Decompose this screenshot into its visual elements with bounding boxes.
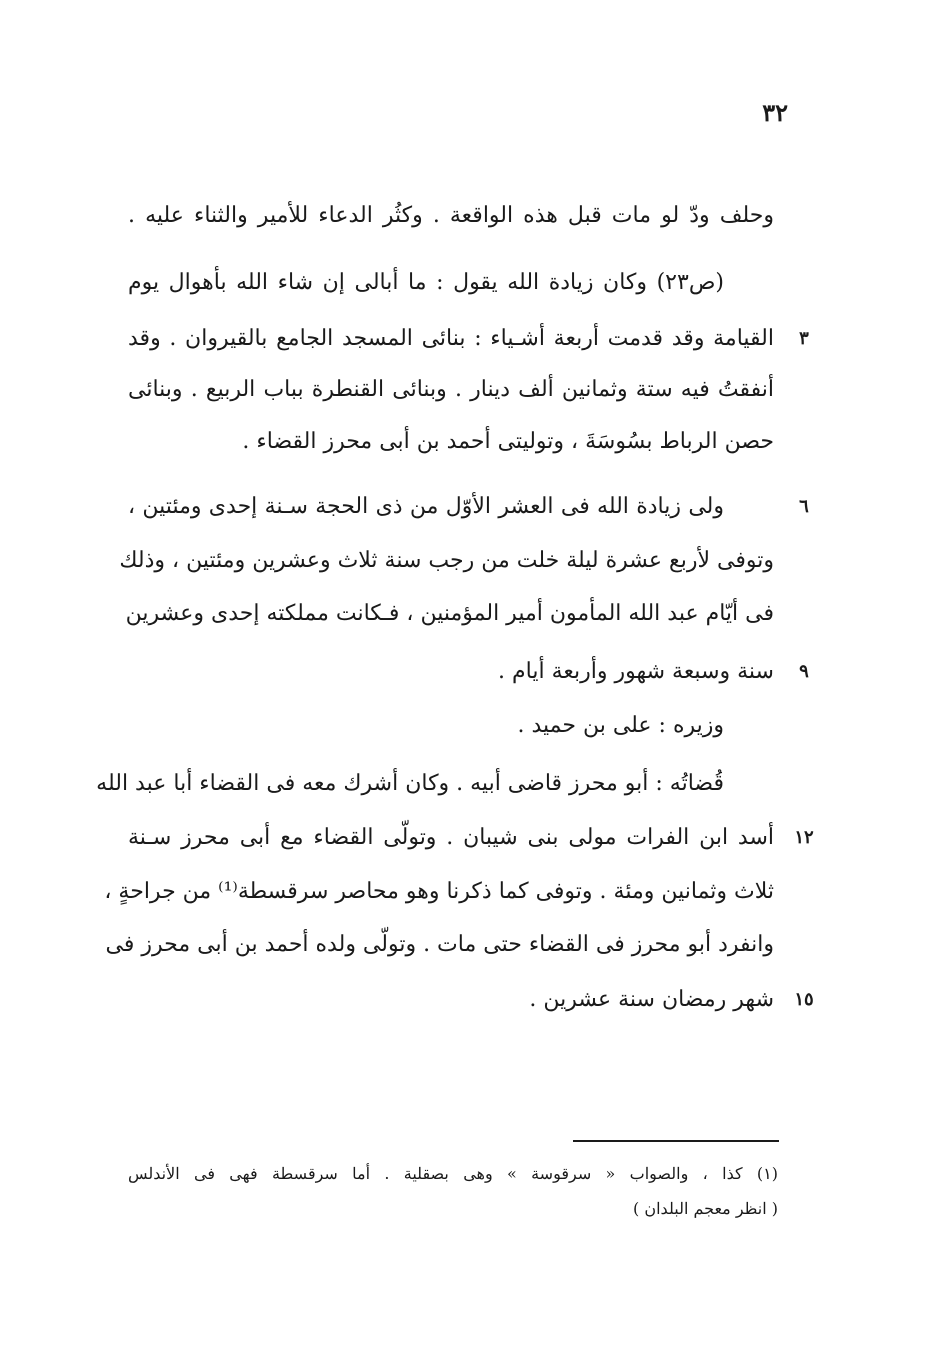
text-line: وتوفى لأربع عشرة ليلة خلت من رجب سنة ثلاث وعشرين ومئتين ، وذلك xyxy=(119,548,774,573)
text-line: شهر رمضان سنة عشرين . xyxy=(529,987,774,1012)
footnote-line: (١) كذا ، والصواب « سرقوسة » وهى بصقلية . أما سرقسطة فهى فى الأندلس xyxy=(128,1164,778,1183)
footnote-line: ( انظر معجم البلدان ) xyxy=(633,1199,778,1218)
text-line: (ص٢٣) وكان زيادة الله يقول : ما أبالى إن شاء الله بأهوال يوم xyxy=(128,270,724,295)
text-line: ثلاث وثمانين ومئة . وتوفى كما ذكرنا وهو محاصر سرقسطة⁽¹⁾ من جراحةٍ ، xyxy=(104,879,774,904)
text-line: سنة وسبعة شهور وأربعة أيام . xyxy=(498,659,774,684)
text-line: فى أيّام عبد الله المأمون أمير المؤمنين ، فـكانت مملكته إحدى وعشرين xyxy=(125,601,774,626)
page-number: ٣٢ xyxy=(762,98,788,127)
text-line: حصن الرباط بسُوسَةَ ، وتوليتى أحمد بن أبى محرز القضاء . xyxy=(242,429,774,454)
text-line: القيامة وقد قدمت أربعة أشـياء : بنائى المسجد الجامع بالقيروان . وقد xyxy=(128,326,775,351)
text-line: قُضاتُه : أبو محرز قاضى أبيه . وكان أشرك معه فى القضاء أبا عبد الله xyxy=(96,771,724,796)
line-number: ٣ xyxy=(799,328,809,349)
text-line: أنفقتُ فيه ستة وثمانين ألف دينار . وبنائى القنطرة بباب الربيع . وبنائى xyxy=(128,377,774,402)
text-line: أسد ابن الفرات مولى بنى شيبان . وتولّى القضاء مع أبى محرز سـنة xyxy=(128,825,774,850)
line-number: ٦ xyxy=(799,496,809,517)
text-line: وانفرد أبو محرز فى القضاء حتى مات . وتولّى ولده أحمد بن أبى محرز فى xyxy=(105,932,774,957)
text-line: وزيره : على بن حميد . xyxy=(517,713,724,738)
line-number: ١٢ xyxy=(794,827,814,848)
line-number: ١٥ xyxy=(794,989,814,1010)
footnote-divider xyxy=(573,1140,779,1142)
text-line: ولى زيادة الله فى العشر الأوّل من ذى الحجة سـنة إحدى ومئتين ، xyxy=(128,494,724,519)
text-line: وحلف ودّ لو مات قبل هذه الواقعة . وكثُر الدعاء للأمير والثناء عليه . xyxy=(128,203,774,228)
line-number: ٩ xyxy=(799,661,809,682)
